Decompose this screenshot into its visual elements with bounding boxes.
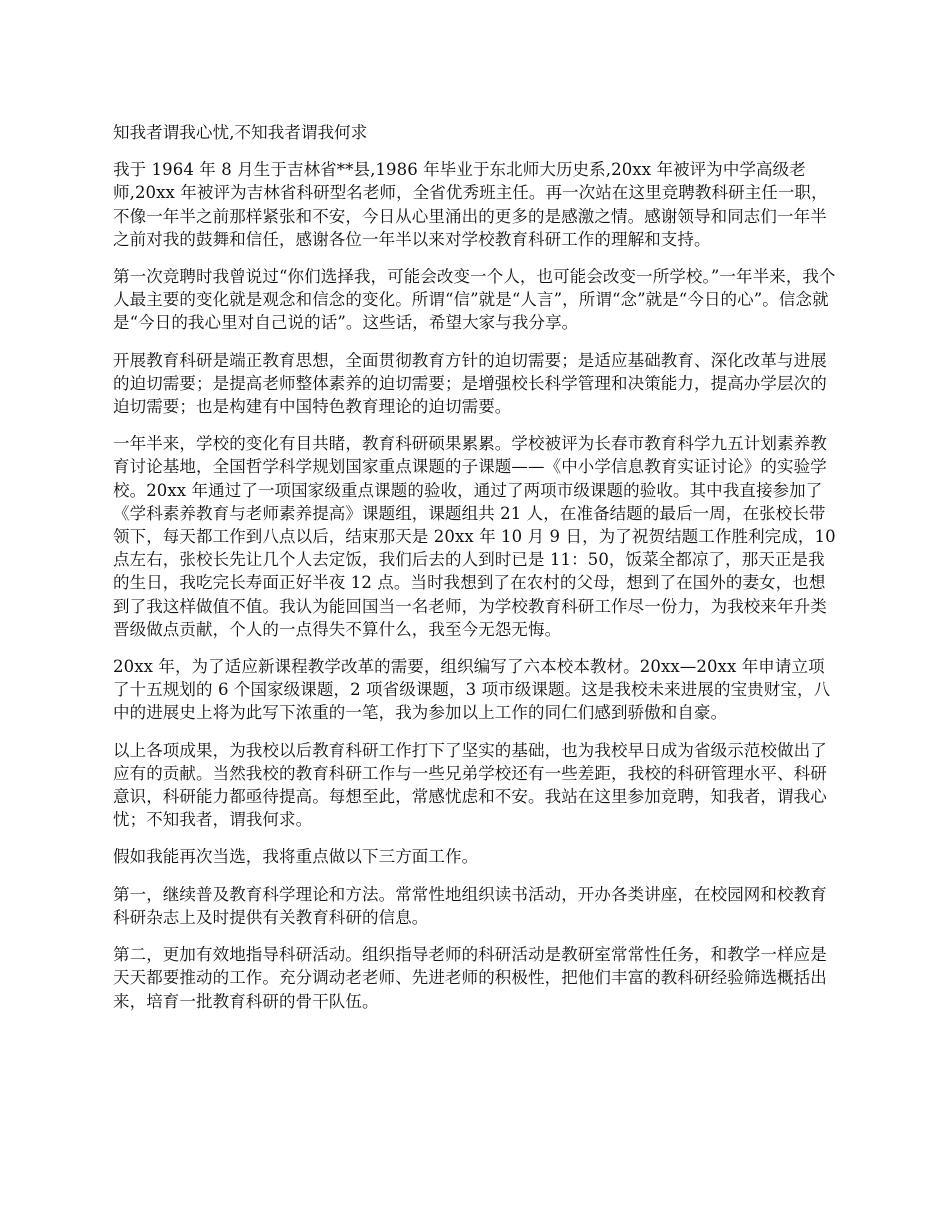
document-title: 知我者谓我心忧,不知我者谓我何求	[113, 123, 368, 142]
paragraph-1: 我于 1964 年 8 月生于吉林省**县,1986 年毕业于东北师大历史系,20xx 年被评为中学高级老师,20xx 年被评为吉林省科研型名老师，全省优秀班主任。再一次站在这里竞聘教科研主任一职，不像一年半之前那样紧张和不安，今日从心里涌出的更多的是感激之情。感谢领导和同志们一年半之前对我的鼓舞和信任，感谢各位一年半以来对学校教育科研工作的理解和支持。	[113, 160, 828, 249]
paragraph-9: 第二，更加有效地指导科研活动。组织指导老师的科研活动是教研室常常性任务，和教学一样应是天天都要推动的工作。充分调动老老师、先进老师的积极性，把他们丰富的教科研经验筛选概括出来，培育一批教育科研的骨干队伍。	[113, 945, 827, 1011]
paragraph-3: 开展教育科研是端正教育思想，全面贯彻教育方针的迫切需要；是适应基础教育、深化改革与进展的迫切需要；是提高老师整体素养的迫切需要；是增强校长科学管理和决策能力，提高办学层次的迫切需要；也是构建有中国特色教育理论的迫切需要。	[113, 350, 827, 417]
paragraph-8: 第一，继续普及教育科学理论和方法。常常性地组织读书活动，开办各类讲座，在校园网和校教育科研杂志上及时提供有关教育科研的信息。	[113, 884, 827, 927]
paragraph-4: 一年半来，学校的变化有目共睹，教育科研硕果累累。学校被评为长春市教育科学九五计划素养教育讨论基地，全国哲学科学规划国家重点课题的子课题——《中小学信息教育实证讨论》的实验学校。20xx 年通过了一项国家级重点课题的验收，通过了两项市级课题的验收。其中我直接参加了《学科素养教育与老师素养提高》课题组，课题组共 21 人，在准备结题的最后一周，在张校长带领下，每天都工作到八点以后，结束那天是 20xx 年 10 月 9 日，为了祝贺结题工作胜利完成，10 点左右，张校长先让几个人去定饭，我们后去的人到时已是 11：50，饭菜全都凉了，那天正是我的生日，我吃完长寿面正好半夜 12 点。当时我想到了在农村的父母，想到了在国外的妻女，也想到了我这样做值不值。我认为能回国当一名老师，为学校教育科研工作尽一份力，为我校来年升类晋级做点贡献，个人的一点得失不算什么，我至今无怨无悔。	[113, 434, 836, 639]
paragraph-6: 以上各项成果，为我校以后教育科研工作打下了坚实的基础，也为我校早日成为省级示范校做出了应有的贡献。当然我校的教育科研工作与一些兄弟学校还有一些差距，我校的科研管理水平、科研意识，科研能力都亟待提高。每想至此，常感忧虑和不安。我站在这里参加竞聘，知我者，谓我心忧；不知我者，谓我何求。	[113, 740, 827, 830]
paragraph-2: 第一次竞聘时我曾说过“你们选择我，可能会改变一个人，也可能会改变一所学校。”一年半来，我个人最主要的变化就是观念和信念的变化。所谓“信”就是“人言”，所谓“念”就是“今日的心”。信念就是“今日的我心里对自己说的话”。这些话，希望大家与我分享。	[113, 267, 836, 333]
paragraph-5: 20xx 年，为了适应新课程教学改革的需要，组织编写了六本校本教材。20xx—20xx 年申请立项了十五规划的 6 个国家级课题，2 项省级课题，3 项市级课题。这是我校未来进展的宝贵财宝，八中的进展史上将为此写下浓重的一笔，我为参加以上工作的同仁们感到骄傲和自豪。	[113, 657, 831, 723]
paragraph-7: 假如我能再次当选，我将重点做以下三方面工作。	[113, 847, 479, 867]
